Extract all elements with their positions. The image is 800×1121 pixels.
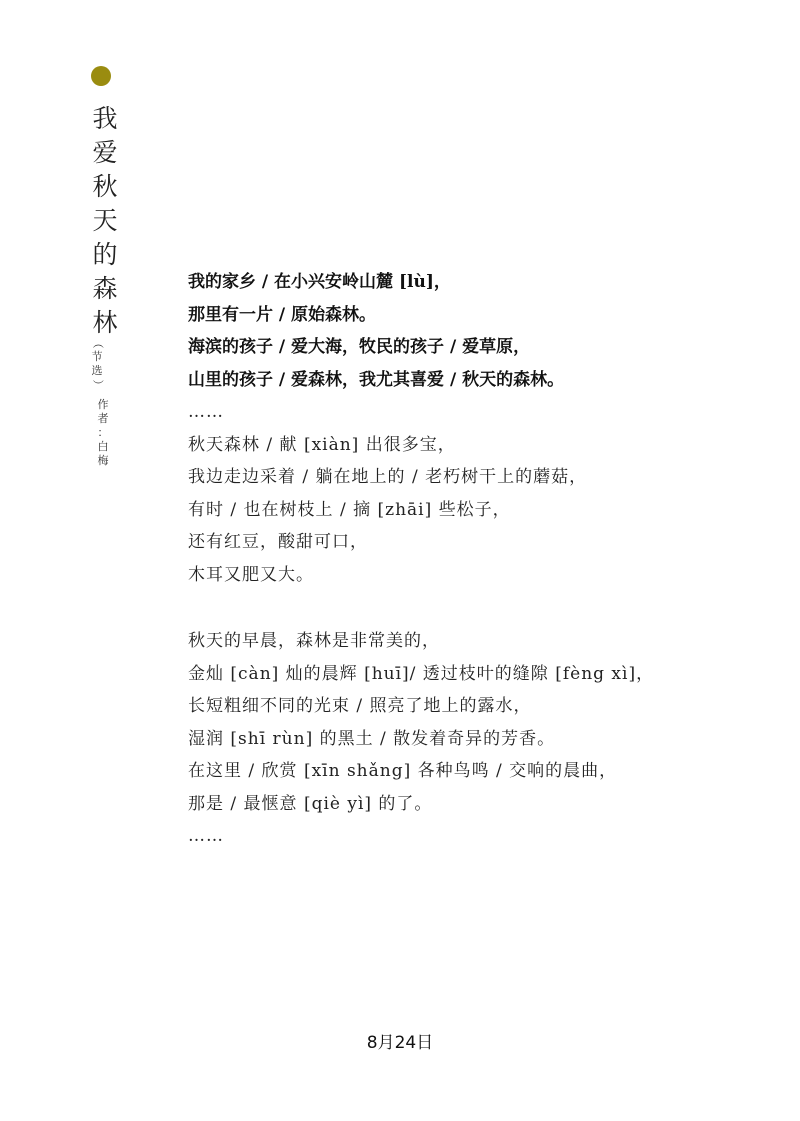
subtitle-close-paren: ）: [91, 379, 104, 391]
poem-ellipsis: ……: [188, 402, 224, 422]
subtitle-open-paren: （: [91, 337, 104, 349]
poem-line: 湿润 [shī rùn] 的黑土 / 散发着奇异的芳香。: [188, 728, 556, 749]
title-char: 林: [92, 308, 118, 337]
title-char: 天: [92, 206, 118, 235]
poem-line: 木耳又肥又大。: [188, 564, 314, 585]
stanza-gap: [188, 591, 748, 625]
title-char: 秋: [92, 172, 118, 201]
subtitle-char: 选: [91, 364, 103, 377]
poem-line: 我的家乡 / 在小兴安岭山麓 [lù]，: [188, 272, 451, 292]
poem-line: 海滨的孩子 / 爱大海，牧民的孩子 / 爱草原，: [188, 337, 531, 357]
author-char: 梅: [97, 454, 109, 467]
author-char: 作: [97, 398, 109, 411]
poem-line: 金灿 [càn] 灿的晨辉 [huī]/ 透过枝叶的缝隙 [fèng xì]，: [188, 663, 655, 684]
title-char: 我: [92, 104, 118, 133]
poem-line: 长短粗细不同的光束 / 照亮了地上的露水，: [188, 696, 532, 716]
author-char: 者: [97, 412, 109, 425]
poem-line: 还有红豆，酸甜可口，: [188, 532, 368, 552]
poem-line: 那里有一片 / 原始森林。: [188, 304, 377, 325]
poem-title: [90, 102, 120, 340]
author-char: 白: [97, 440, 109, 453]
poem-line: 山里的孩子 / 爱森林，我尤其喜爱 / 秋天的森林。: [188, 369, 565, 390]
title-char: 爱: [92, 138, 118, 167]
poem-line: 秋天的早晨，森林是非常美的，: [188, 631, 440, 651]
title-char: 的: [92, 240, 118, 269]
poem-ellipsis: ……: [188, 826, 224, 846]
title-char: 森: [92, 274, 118, 303]
poem-line: 我边走边采着 / 躺在地上的 / 老朽树干上的蘑菇，: [188, 467, 588, 487]
page-date: 8月24日: [366, 1033, 434, 1053]
poem-line: 那是 / 最惬意 [qiè yì] 的了。: [188, 793, 433, 814]
author-char: ：: [97, 426, 109, 439]
decorative-dot: [91, 66, 111, 86]
subtitle-char: 节: [91, 350, 103, 363]
poem-line: 在这里 / 欣赏 [xīn shǎng] 各种鸟鸣 / 交响的晨曲，: [188, 761, 618, 781]
subtitle-excerpt: [90, 336, 104, 392]
poem-line: 秋天森林 / 献 [xiàn] 出很多宝，: [188, 434, 456, 455]
poem-line: 有时 / 也在树枝上 / 摘 [zhāi] 些松子，: [188, 499, 511, 520]
author-credit: [96, 398, 110, 468]
poem-body: [188, 266, 748, 853]
